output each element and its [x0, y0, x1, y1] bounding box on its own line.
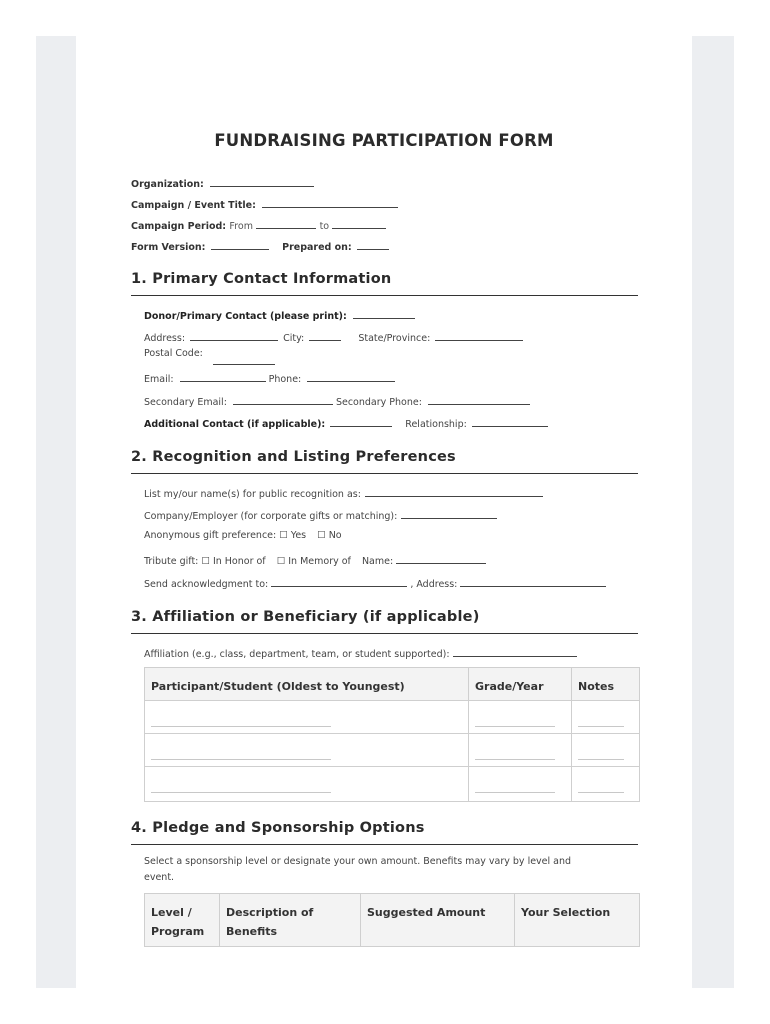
notes-column-header: Notes: [572, 668, 639, 701]
additional-contact-label: Additional Contact (if applicable):: [144, 419, 326, 430]
affiliation-row: [144, 645, 577, 660]
grade-cell[interactable]: [469, 701, 572, 734]
ack-address-label: , Address:: [410, 579, 458, 590]
prepared-on-label: Prepared on:: [282, 242, 352, 253]
grade-cell[interactable]: [469, 734, 572, 767]
participant-cell[interactable]: [145, 734, 469, 767]
form-version-row: [131, 238, 389, 253]
campaign-period-row: [131, 217, 386, 232]
section3-divider: [131, 633, 638, 634]
email-field[interactable]: [180, 370, 266, 382]
description-header-line2: Benefits: [226, 925, 278, 938]
secondary-phone-field[interactable]: [428, 393, 530, 405]
affiliation-label: Affiliation (e.g., class, department, team, or student supported):: [144, 649, 450, 660]
description-header-line1: Description of: [226, 906, 314, 919]
sponsorship-table: [144, 893, 640, 947]
prepared-on-field[interactable]: [357, 238, 389, 250]
additional-contact-row: [144, 415, 548, 430]
email-row: [144, 370, 395, 385]
participant-column-header: Participant/Student (Oldest to Youngest): [145, 668, 469, 701]
donor-label: Donor/Primary Contact (please print):: [144, 311, 347, 322]
section1-divider: [131, 295, 638, 296]
selection-column-header: Your Selection: [515, 894, 639, 946]
phone-label: Phone:: [268, 374, 302, 385]
anonymous-yes-checkbox[interactable]: ☐ Yes: [279, 530, 307, 541]
participant-cell[interactable]: [145, 767, 469, 801]
address-field[interactable]: [190, 329, 278, 341]
organization-row: [131, 175, 314, 190]
period-from-field[interactable]: [256, 217, 316, 229]
section4-divider: [131, 844, 638, 845]
level-header-line1: Level /: [151, 906, 192, 919]
ack-address-field[interactable]: [460, 575, 606, 587]
level-column-header: [145, 894, 220, 946]
from-label: From: [229, 221, 253, 232]
period-to-field[interactable]: [332, 217, 386, 229]
grade-column-header: Grade/Year: [469, 668, 572, 701]
secondary-phone-label: Secondary Phone:: [335, 397, 422, 408]
list-names-row: [144, 485, 543, 500]
sponsorship-intro-line1: Select a sponsorship level or designate your own amount. Benefits may vary by level and: [144, 856, 572, 867]
grade-cell[interactable]: [469, 767, 572, 801]
tribute-name-label: Name:: [361, 556, 394, 567]
relationship-label: Relationship:: [405, 419, 467, 430]
tribute-row: [144, 552, 486, 567]
section3-heading: 3. Affiliation or Beneficiary (if applicable): [131, 609, 480, 625]
form-page: [76, 36, 692, 988]
sponsorship-intro-line2: event.: [144, 872, 175, 883]
form-title: FUNDRAISING PARTICIPATION FORM: [214, 131, 554, 150]
notes-cell[interactable]: [572, 767, 639, 801]
section2-divider: [131, 473, 638, 474]
section1-heading: 1. Primary Contact Information: [131, 271, 392, 287]
campaign-title-label: Campaign / Event Title:: [131, 200, 256, 211]
secondary-row: [144, 393, 530, 408]
company-label: Company/Employer (for corporate gifts or matching):: [144, 511, 398, 522]
section2-heading: 2. Recognition and Listing Preferences: [131, 449, 456, 465]
notes-cell[interactable]: [572, 701, 639, 734]
send-ack-label: Send acknowledgment to:: [144, 579, 269, 590]
campaign-title-field[interactable]: [262, 196, 398, 208]
address-row: [144, 329, 523, 344]
campaign-title-row: [131, 196, 398, 211]
secondary-email-label: Secondary Email:: [144, 397, 227, 408]
send-ack-row: [144, 575, 606, 590]
affiliation-field[interactable]: [453, 645, 577, 657]
city-label: City:: [283, 333, 305, 344]
company-row: [144, 507, 497, 522]
in-honor-checkbox[interactable]: ☐ In Honor of: [201, 556, 266, 567]
anonymous-row: [144, 530, 342, 541]
notes-cell[interactable]: [572, 734, 639, 767]
state-label: State/Province:: [358, 333, 431, 344]
organization-label: Organization:: [131, 179, 204, 190]
secondary-email-field[interactable]: [233, 393, 333, 405]
amount-column-header: Suggested Amount: [361, 894, 515, 946]
donor-row: [144, 307, 415, 322]
list-names-label: List my/our name(s) for public recognition as:: [144, 489, 361, 500]
section4-heading: 4. Pledge and Sponsorship Options: [131, 820, 425, 836]
postal-label: Postal Code:: [144, 348, 203, 359]
list-names-field[interactable]: [365, 485, 543, 497]
description-column-header: [220, 894, 361, 946]
email-label: Email:: [144, 374, 174, 385]
donor-field[interactable]: [353, 307, 415, 319]
company-field[interactable]: [401, 507, 497, 519]
relationship-field[interactable]: [472, 415, 548, 427]
anonymous-label: Anonymous gift preference:: [144, 530, 277, 541]
state-field[interactable]: [435, 329, 523, 341]
city-field[interactable]: [309, 329, 341, 341]
anonymous-no-checkbox[interactable]: ☐ No: [317, 530, 342, 541]
form-version-field[interactable]: [211, 238, 269, 250]
organization-field[interactable]: [210, 175, 314, 187]
form-version-label: Form Version:: [131, 242, 206, 253]
tribute-label: Tribute gift:: [144, 556, 199, 567]
in-memory-checkbox[interactable]: ☐ In Memory of: [276, 556, 351, 567]
level-header-line2: Program: [151, 925, 205, 938]
address-label: Address:: [144, 333, 186, 344]
to-label: to: [319, 221, 330, 232]
tribute-name-field[interactable]: [396, 552, 486, 564]
participant-table: [144, 667, 640, 802]
additional-contact-field[interactable]: [330, 415, 392, 427]
participant-cell[interactable]: [145, 701, 469, 734]
phone-field[interactable]: [307, 370, 395, 382]
send-ack-field[interactable]: [271, 575, 407, 587]
postal-field[interactable]: [213, 353, 275, 365]
campaign-period-label: Campaign Period:: [131, 221, 227, 232]
